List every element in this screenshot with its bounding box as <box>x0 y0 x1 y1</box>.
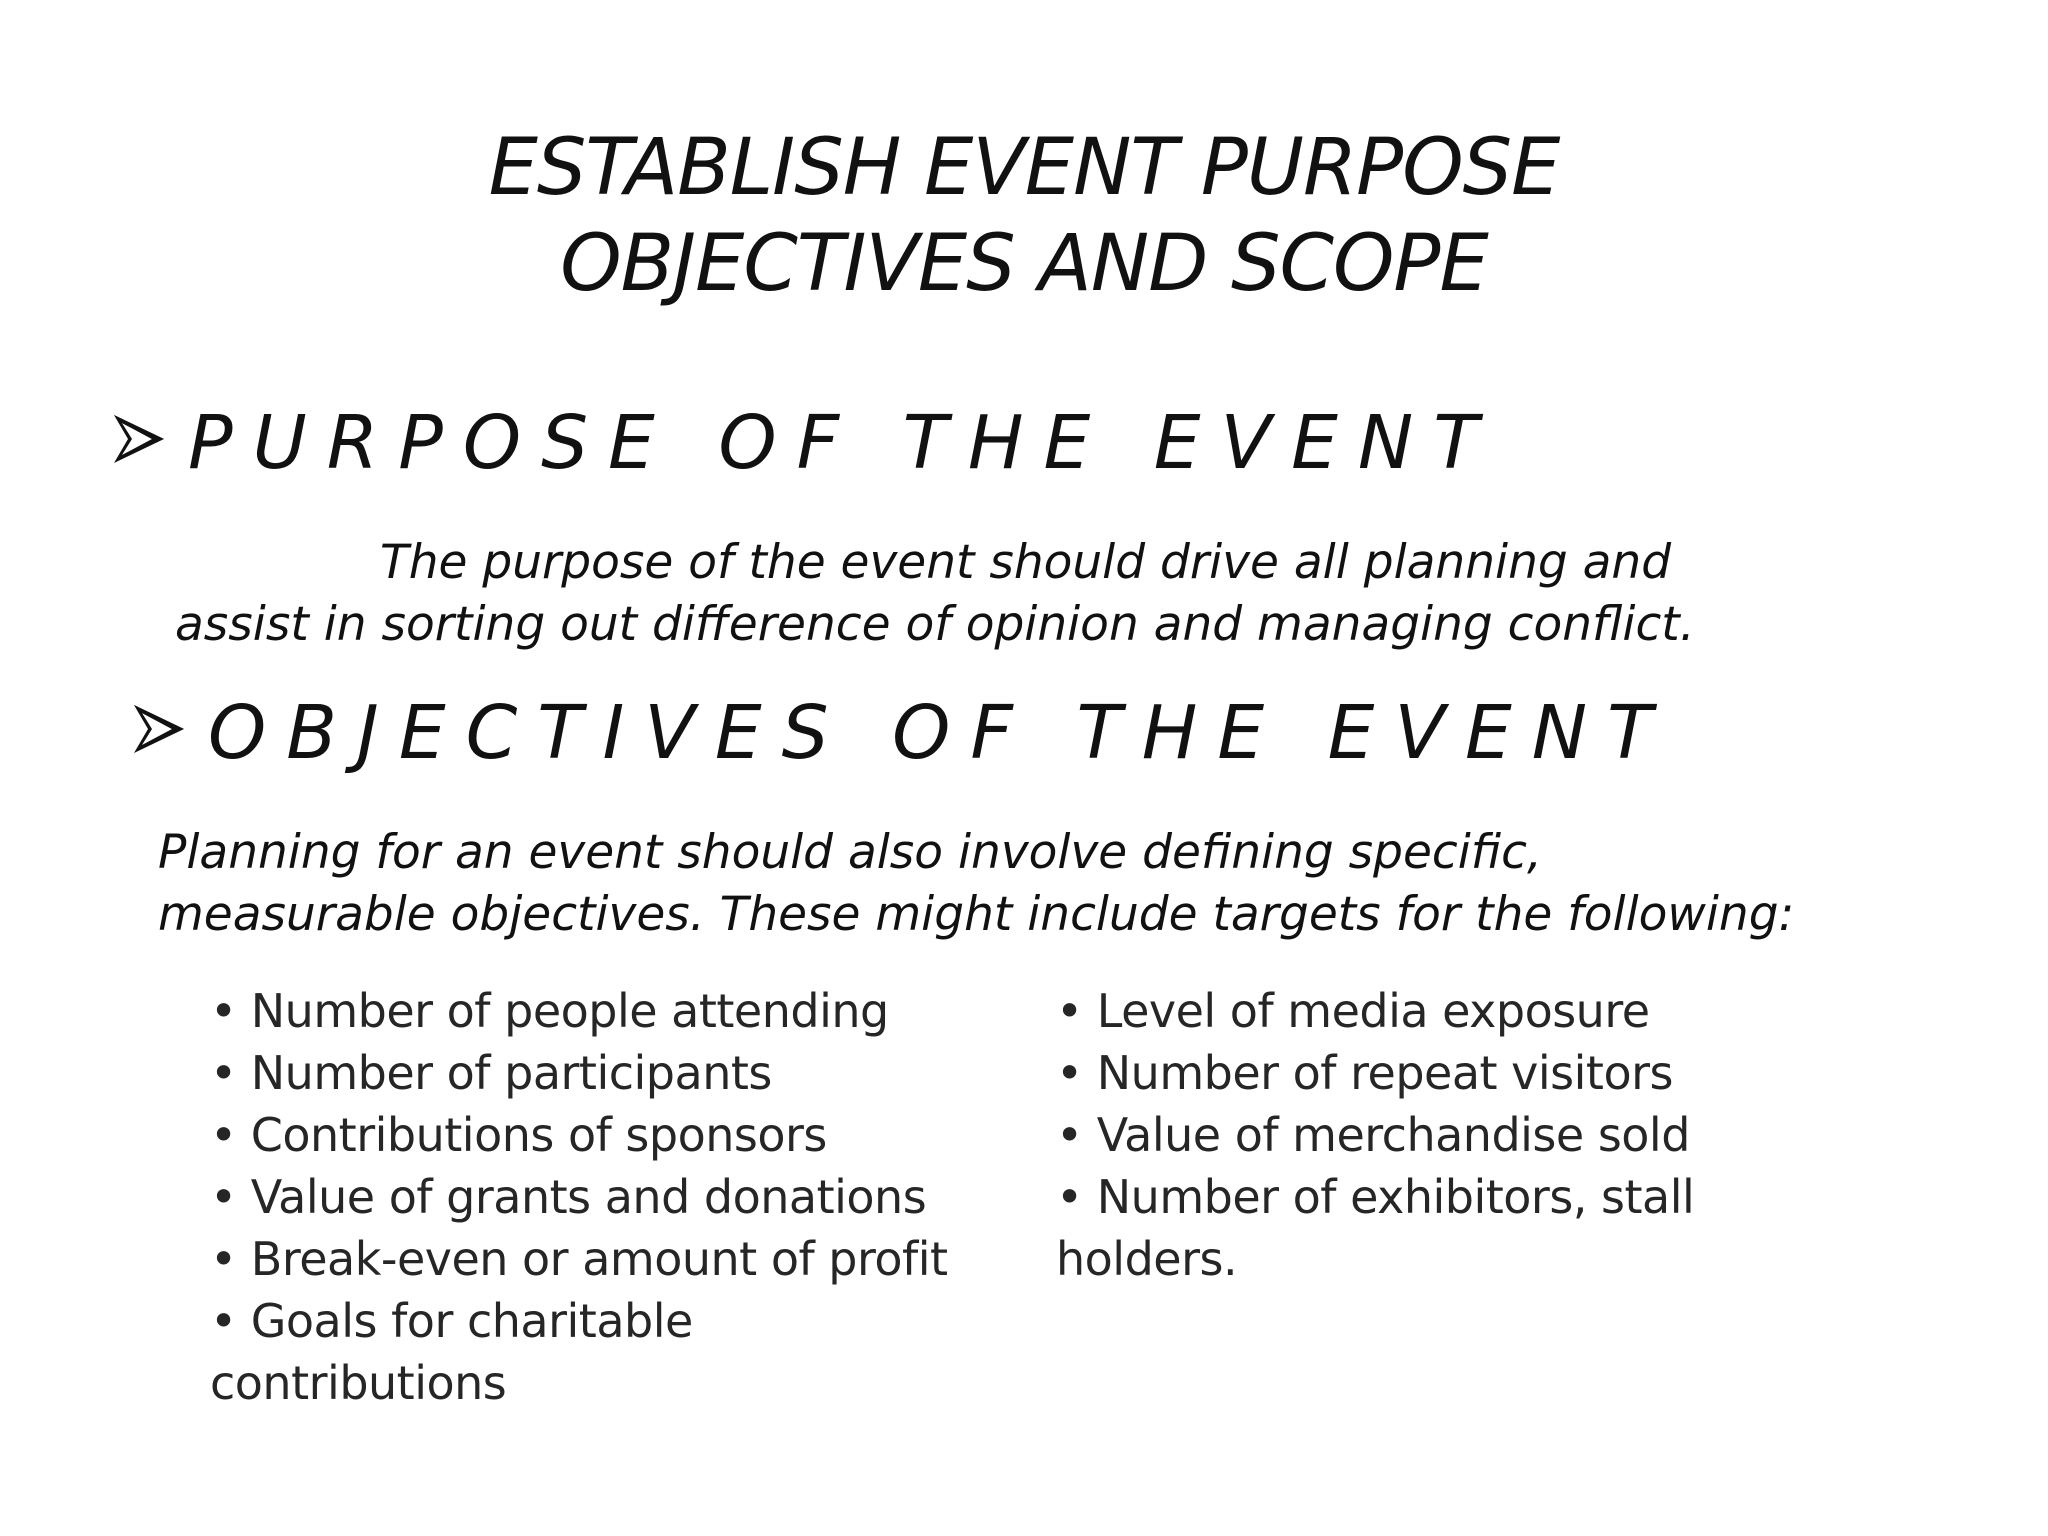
list-item: • Value of grants and donations <box>210 1170 927 1224</box>
list-item: • Level of media exposure <box>1056 984 1650 1038</box>
objectives-paragraph <box>158 822 1794 946</box>
list-item: • Number of participants <box>210 1046 772 1100</box>
arrowhead-bullet-icon <box>108 409 168 469</box>
list-item: holders. <box>1056 1232 1238 1286</box>
objectives-list-right <box>1056 980 1694 1290</box>
objectives-list-left <box>210 980 948 1414</box>
list-item: • Number of repeat visitors <box>1056 1046 1673 1100</box>
objectives-heading <box>128 688 1672 778</box>
objectives-text-line-1: Planning for an event should also involve defining specific, <box>158 825 1542 880</box>
list-item: • Goals for charitable <box>210 1294 693 1348</box>
list-item: • Number of people attending <box>210 984 889 1038</box>
purpose-text-line-2: assist in sorting out difference of opinion and managing conflict. <box>175 597 1695 652</box>
purpose-heading-text: PURPOSE OF THE EVENT <box>188 400 1499 486</box>
purpose-text-line-1: The purpose of the event should drive all planning and <box>380 535 1672 590</box>
list-item: • Value of merchandise sold <box>1056 1108 1690 1162</box>
list-item: • Contributions of sponsors <box>210 1108 827 1162</box>
purpose-heading <box>108 398 1498 488</box>
slide-title <box>0 120 2048 312</box>
list-item: contributions <box>210 1356 507 1410</box>
list-item: • Number of exhibitors, stall <box>1056 1170 1695 1224</box>
list-item: • Break-even or amount of profit <box>210 1232 948 1286</box>
purpose-paragraph <box>175 532 1695 656</box>
arrowhead-bullet-icon <box>128 699 188 759</box>
objectives-text-line-2: measurable objectives. These might include targets for the following: <box>158 887 1795 942</box>
title-line-2: OBJECTIVES AND SCOPE <box>560 219 1488 309</box>
objectives-heading-text: OBJECTIVES OF THE EVENT <box>208 690 1673 776</box>
title-line-1: ESTABLISH EVENT PURPOSE <box>488 123 1560 213</box>
